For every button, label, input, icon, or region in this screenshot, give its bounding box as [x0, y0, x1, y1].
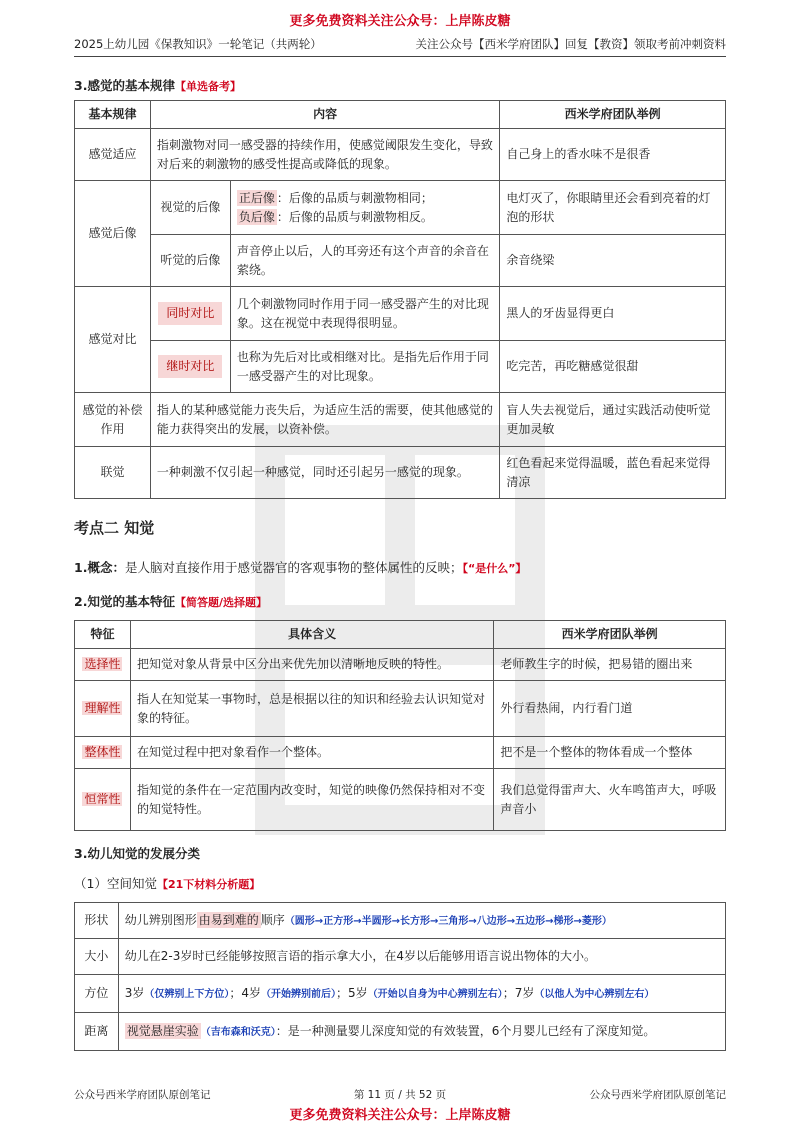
row-label-compensate: 感觉的补偿作用: [75, 393, 151, 447]
col-header-example: 西米学府团队举例: [500, 101, 726, 129]
section-title-sensation-laws: [74, 76, 241, 94]
synesthesia-content: 一种刺激不仅引起一种感觉，同时还引起另一感觉的现象。: [150, 447, 499, 499]
negative-after-text: ：后像的品质与刺激物相反。: [276, 209, 433, 224]
footer-right: 公众号西米学府团队原创笔记: [589, 1089, 726, 1101]
simul-contrast-example: 黑人的牙齿显得更白: [500, 287, 726, 341]
section-tag: 【单选备考】: [174, 80, 241, 93]
page-footer: [74, 1087, 726, 1102]
row-label-contrast: 感觉对比: [75, 287, 151, 393]
direction-age-3: 3岁: [124, 986, 145, 1001]
distance-highlight: 视觉悬崖实验: [126, 1024, 199, 1039]
direction-age-7-note: （以他人为中心辨别左右）: [534, 989, 655, 1001]
space-perception-table: [74, 902, 726, 1051]
footer-left: 公众号西米学府团队原创笔记: [74, 1089, 211, 1101]
space-tag: 【21下材料分析题】: [156, 878, 261, 891]
table-row: [75, 649, 726, 681]
negative-after-tag: 负后像: [238, 209, 275, 224]
feature-example: 我们总觉得雷声大、火车鸣笛声大，呼吸声音小: [494, 769, 726, 831]
section-title-perception-features: [74, 592, 267, 610]
feature-label: 选择性: [84, 657, 121, 672]
distance-text: ：是一种测量婴儿深度知觉的有效装置，6个月婴儿已经有了深度知觉。: [275, 1024, 656, 1039]
feature-meaning: 把知觉对象从背景中区分出来优先加以清晰地反映的特性。: [130, 649, 493, 681]
feature-example: 外行看热闹，内行看门道: [494, 681, 726, 737]
header-left: 2025上幼儿园《保教知识》一轮笔记（共两轮）: [74, 37, 322, 51]
space-title: （1）空间知觉: [74, 876, 157, 891]
positive-after-text: ：后像的品质与刺激物相同；: [276, 190, 433, 205]
row-label-shape: 形状: [75, 903, 119, 939]
col-header-content: 内容: [150, 101, 499, 129]
shape-pre: 幼儿辨别图形: [124, 913, 197, 928]
kaodian-title: 考点二 知觉: [74, 519, 155, 537]
compensate-example: 盲人失去视觉后，通过实践活动使听觉更加灵敏: [500, 393, 726, 447]
direction-age-3-note: （仅辨别上下方位）: [144, 989, 230, 1001]
concept-tag: 【“是什么”】: [462, 562, 527, 575]
size-content: 幼儿在2-3岁时已经能够按照言语的指示拿大小，在4岁以后能够用语言说出物体的大小。: [118, 939, 725, 975]
succ-contrast-content: 也称为先后对比或相继对比。是指先后作用于同一感受器产生的对比现象。: [230, 341, 500, 393]
promo-banner-top: 更多免费资料关注公众号：上岸陈皮糖: [289, 14, 511, 29]
compensate-content: 指人的某种感觉能力丧失后，为适应生活的需要，使其他感觉的能力获得突出的发展，以资补偿。: [150, 393, 499, 447]
feature-cell: [75, 737, 131, 769]
adapt-example: 自己身上的香水味不是很香: [500, 129, 726, 181]
concept-text: 是人脑对直接作用于感觉器官的客观事物的整体属性的反映；: [124, 560, 463, 575]
shape-sequence: （圆形→正方形→半圆形→长方形→三角形→八边形→五边形→梯形→菱形）: [284, 916, 612, 928]
row-label-after: 感觉后像: [75, 181, 151, 287]
shape-post: 顺序: [260, 913, 285, 928]
direction-age-7: ；7岁: [502, 986, 535, 1001]
direction-age-4: ；4岁: [229, 986, 262, 1001]
col-header-feature: 特征: [75, 621, 131, 649]
feature-cell: [75, 681, 131, 737]
direction-age-5: ；5岁: [336, 986, 368, 1001]
feature-example: 老师教生字的时候，把易错的圈出来: [494, 649, 726, 681]
feature-cell: [75, 769, 131, 831]
auditory-after-example: 余音绕梁: [500, 235, 726, 287]
feature-meaning: 在知觉过程中把对象看作一个整体。: [130, 737, 493, 769]
section-title-text: 3.感觉的基本规律: [74, 78, 175, 93]
shape-highlight: 由易到难的: [198, 913, 259, 928]
col-header-example2: 西米学府团队举例: [494, 621, 726, 649]
space-perception-title: [74, 874, 260, 892]
adapt-content: 指刺激物对同一感受器的持续作用，使感觉阈限发生变化，导致对后来的刺激物的感受性提高或降低的现象。: [150, 129, 499, 181]
visual-after-content: [230, 181, 500, 235]
page-number: 第 11 页 / 共 52 页: [353, 1089, 447, 1101]
direction-age-4-note: （开始辨别前后）: [261, 989, 337, 1001]
distance-content: [118, 1013, 725, 1051]
header-right: 关注公众号【西米学府团队】回复【教资】领取考前冲刺资料: [415, 37, 726, 51]
table-row: [75, 737, 726, 769]
feature-label: 理解性: [84, 701, 121, 716]
auditory-after-content: 声音停止以后，人的耳旁还有这个声音的余音在萦绕。: [230, 235, 500, 287]
row-label-synesthesia: 联觉: [75, 447, 151, 499]
concept-line: [74, 558, 526, 576]
succ-contrast-example: 吃完苦，再吃糖感觉很甜: [500, 341, 726, 393]
table-row: [75, 681, 726, 737]
perception-features-table: [74, 620, 726, 831]
feature-cell: [75, 649, 131, 681]
col-header-meaning: 具体含义: [130, 621, 493, 649]
succ-contrast-cell: [150, 341, 230, 393]
feature-label: 整体性: [84, 745, 121, 760]
positive-after-tag: 正后像: [238, 190, 275, 205]
visual-after-label: 视觉的后像: [150, 181, 230, 235]
section2-title: 2.知觉的基本特征: [74, 594, 175, 609]
succ-contrast-label: 继时对比: [158, 355, 222, 378]
sensation-laws-table: [74, 100, 726, 499]
section-title-development: 3.幼儿知觉的发展分类: [74, 846, 200, 861]
synesthesia-example: 红色看起来觉得温暖，蓝色看起来觉得清凉: [500, 447, 726, 499]
promo-banner-bottom: 更多免费资料关注公众号：上岸陈皮糖: [289, 1108, 511, 1123]
feature-meaning: 指人在知觉某一事物时，总是根据以往的知识和经验去认识知觉对象的特征。: [130, 681, 493, 737]
direction-age-5-note: （开始以自身为中心辨别左右）: [367, 989, 503, 1001]
simul-contrast-cell: [150, 287, 230, 341]
feature-example: 把不是一个整体的物体看成一个整体: [494, 737, 726, 769]
feature-label: 恒常性: [84, 792, 121, 807]
visual-after-example: 电灯灭了，你眼睛里还会看到亮着的灯泡的形状: [500, 181, 726, 235]
direction-content: [118, 975, 725, 1013]
auditory-after-label: 听觉的后像: [150, 235, 230, 287]
page-header: [74, 36, 726, 57]
row-label-distance: 距离: [75, 1013, 119, 1051]
row-label-adapt: 感觉适应: [75, 129, 151, 181]
concept-label: 1.概念：: [74, 560, 125, 575]
table-row: [75, 769, 726, 831]
section2-tag: 【简答题/选择题】: [174, 596, 267, 609]
distance-authors: （吉布森和沃克）: [200, 1027, 276, 1039]
simul-contrast-content: 几个刺激物同时作用于同一感受器产生的对比现象。这在视觉中表现得很明显。: [230, 287, 500, 341]
row-label-size: 大小: [75, 939, 119, 975]
feature-meaning: 指知觉的条件在一定范围内改变时，知觉的映像仍然保持相对不变的知觉特性。: [130, 769, 493, 831]
shape-content: [118, 903, 725, 939]
row-label-direction: 方位: [75, 975, 119, 1013]
simul-contrast-label: 同时对比: [158, 302, 222, 325]
col-header-law: 基本规律: [75, 101, 151, 129]
